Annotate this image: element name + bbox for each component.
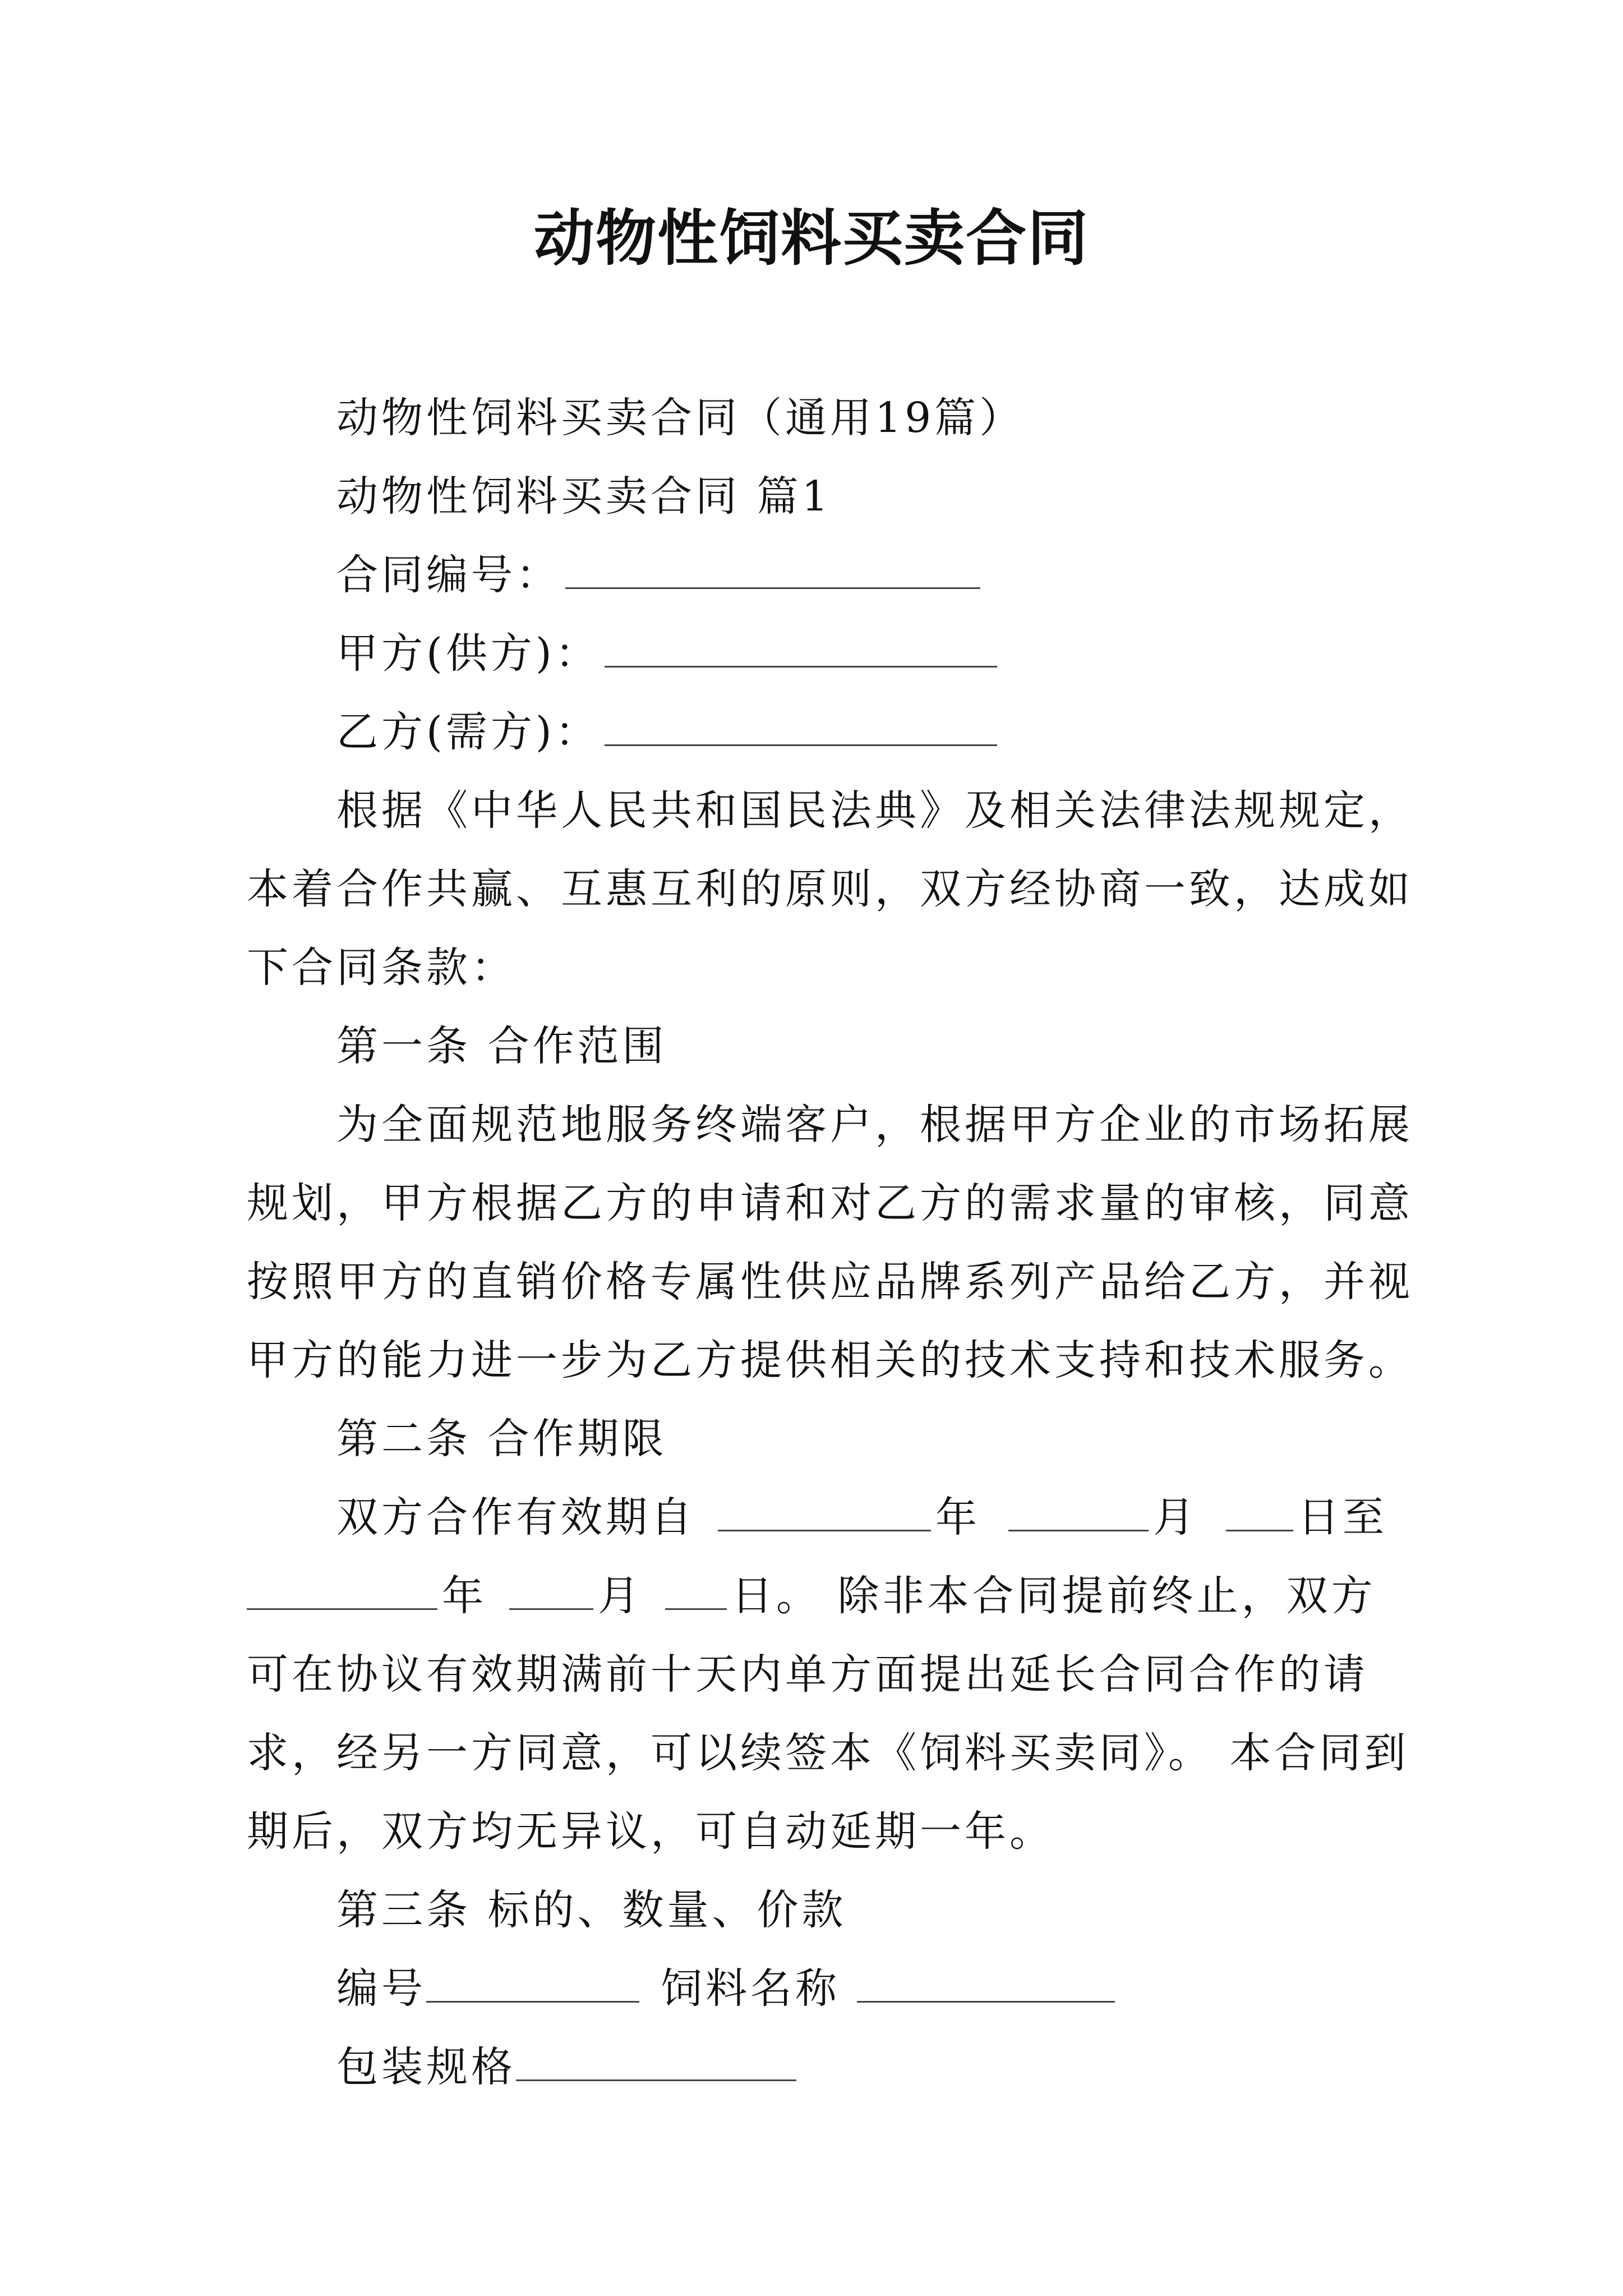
- article3-line-1: [336, 1958, 1119, 2019]
- article1-line-1: 为全面规范地服务终端客户，根据甲方企业的市场拓展: [336, 1101, 1413, 1149]
- end-year-label: 年: [442, 1572, 487, 1620]
- article3-title: 第三条 标的、数量、价款: [336, 1886, 847, 1934]
- part-heading: 动物性饲料买卖合同 篇1: [336, 472, 832, 521]
- start-month-label: 月: [1153, 1493, 1198, 1542]
- article1-title: 第一条 合作范围: [336, 1022, 667, 1070]
- party-b-blank[interactable]: [605, 705, 997, 746]
- party-a-blank[interactable]: [605, 627, 997, 668]
- article3-line-2: [336, 2036, 801, 2098]
- start-year-label: 年: [935, 1493, 980, 1542]
- party-b-label: 乙方(需方)：: [336, 708, 600, 756]
- party-b-row: [336, 701, 1002, 763]
- item-no-blank[interactable]: [426, 1962, 639, 2003]
- end-day-blank[interactable]: [665, 1569, 727, 1610]
- article1-line-2: 规划，甲方根据乙方的申请和对乙方的需求量的审核，同意: [247, 1179, 1413, 1227]
- start-year-blank[interactable]: [718, 1490, 931, 1531]
- start-month-blank[interactable]: [1008, 1490, 1149, 1531]
- intro-line-2: 本着合作共赢、互惠互利的原则，双方经协商一致，达成如: [247, 865, 1413, 913]
- packaging-label: 包装规格: [336, 2043, 516, 2091]
- article2-line-2: [247, 1565, 1376, 1627]
- article1-line-4: 甲方的能力进一步为乙方提供相关的技术支持和技术服务。: [247, 1336, 1413, 1384]
- contract-no-label: 合同编号：: [336, 551, 561, 599]
- article2-title: 第二条 合作期限: [336, 1415, 667, 1463]
- end-year-blank[interactable]: [247, 1569, 437, 1610]
- end-month-blank[interactable]: [509, 1569, 593, 1610]
- end-month-label: 月: [598, 1572, 643, 1620]
- article2-line-3: 可在协议有效期满前十天内单方面提出延长合同合作的请: [247, 1650, 1368, 1699]
- party-a-label: 甲方(供方)：: [336, 629, 600, 678]
- intro-line-1: 根据《中华人民共和国民法典》及相关法律法规规定，: [336, 786, 1413, 835]
- start-day-blank[interactable]: [1226, 1490, 1293, 1531]
- document-subtitle: 动物性饲料买卖合同（通用19篇）: [336, 394, 1025, 442]
- article2-line-4: 求，经另一方同意，可以续签本《饲料买卖同》。 本合同到: [247, 1729, 1409, 1777]
- article2-line-1: [336, 1487, 1387, 1548]
- contract-no-row: [336, 544, 985, 606]
- party-a-row: [336, 623, 1002, 684]
- article1-line-3: 按照甲方的直销价格专属性供应品牌系列产品给乙方，并视: [247, 1258, 1413, 1306]
- start-day-to-label: 日至: [1298, 1493, 1387, 1542]
- feed-name-blank[interactable]: [857, 1962, 1115, 2003]
- packaging-blank[interactable]: [516, 2040, 796, 2081]
- contract-no-blank[interactable]: [565, 548, 980, 589]
- feed-name-label: 饲料名称: [661, 1964, 840, 2013]
- article2-line-5: 期后，双方均无异议，可自动延期一年。: [247, 1807, 1054, 1856]
- item-no-label: 编号: [336, 1964, 426, 2013]
- article2-line-2-rest: 日。 除非本合同提前终止，双方: [731, 1572, 1376, 1620]
- intro-line-3: 下合同条款：: [247, 944, 516, 992]
- document-title: 动物性饲料买卖合同: [533, 203, 1089, 274]
- term-from-label: 双方合作有效期自: [336, 1493, 695, 1542]
